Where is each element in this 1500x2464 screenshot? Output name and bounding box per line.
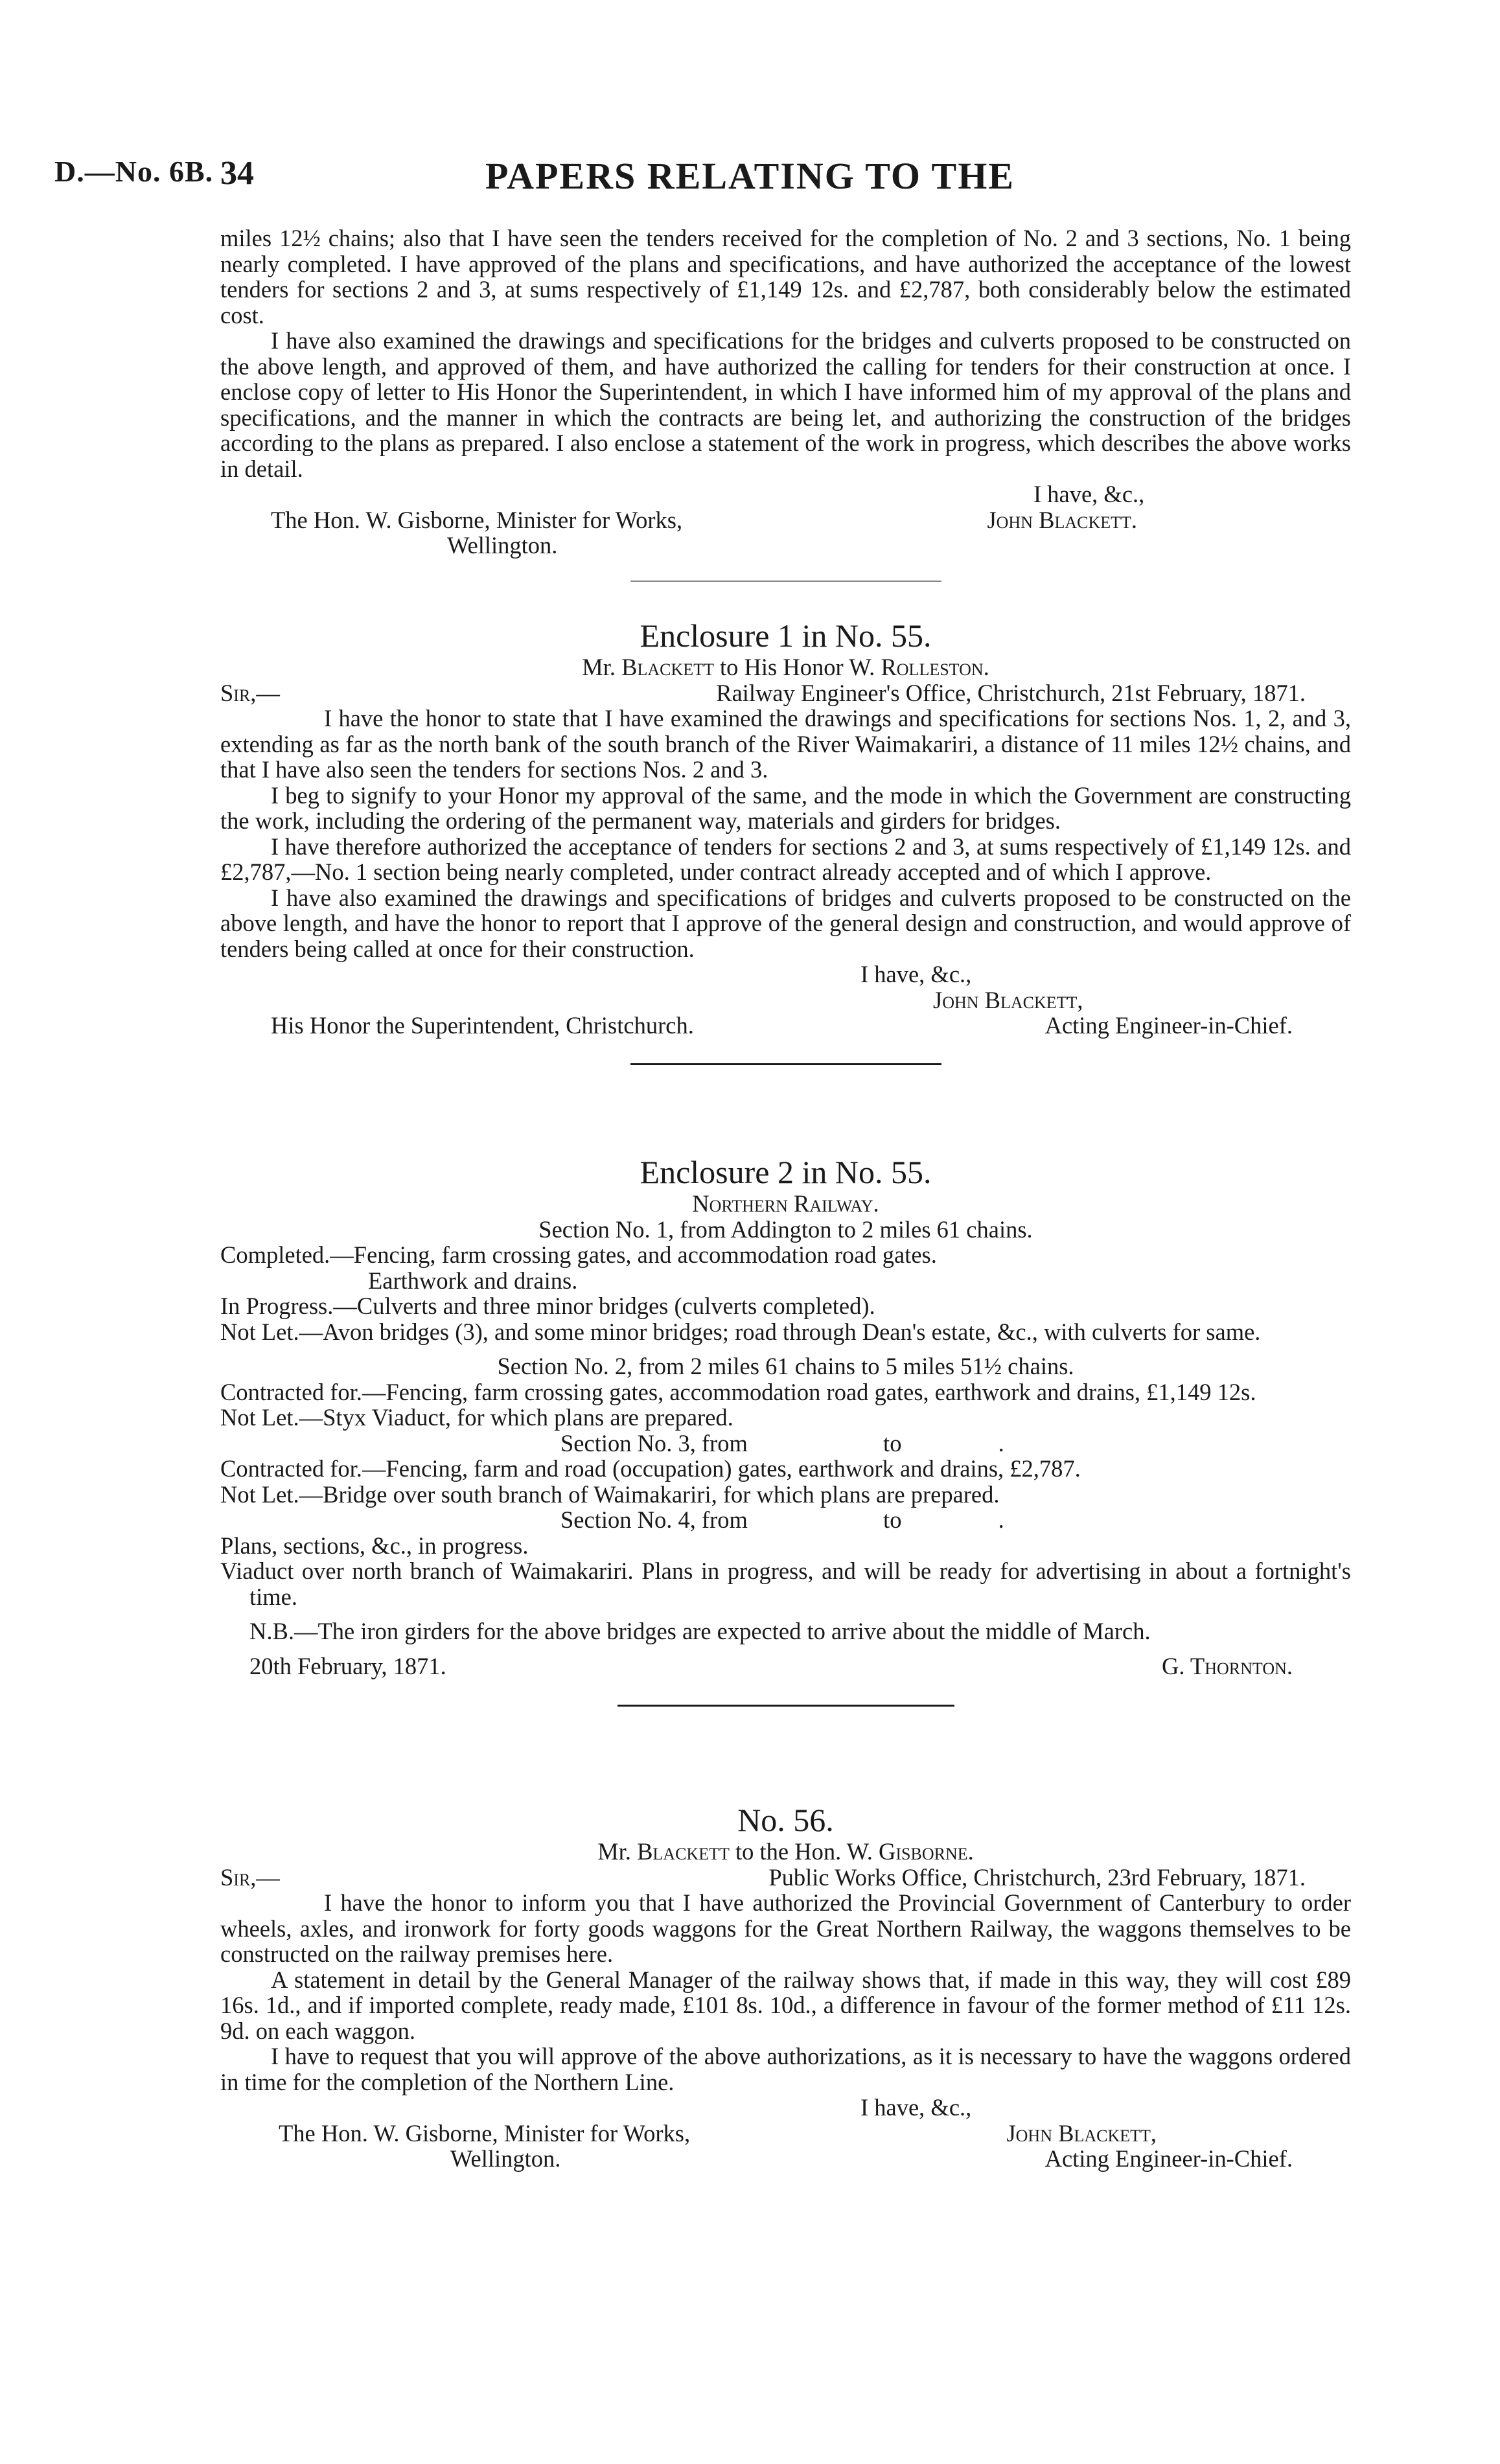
section-1-not-let: Not Let.—Avon bridges (3), and some minor bridges; road through Dean's estate, &c., with culverts for same. xyxy=(220,1318,1261,1345)
section-divider xyxy=(630,1063,941,1065)
top-letter-closing: I have, &c., xyxy=(1033,481,1145,507)
subheading-from: Blackett xyxy=(621,654,714,680)
subheading-to: Gisborne. xyxy=(879,1838,974,1865)
enclosure-1-paragraph-1: I have the honor to state that I have examined the drawings and specifications for sections Nos. 1, 2, and 3, extending as far as the north bank of the south branch of the River Waimakariri, a distance of 11 miles 12½ chains, and that I have also seen the tenders for sections Nos. 2 and 3. xyxy=(220,705,1351,783)
section-3-title-from: Section No. 3, from xyxy=(560,1429,748,1457)
no-56-paragraph-3: I have to request that you will approve of the above authorizations, as it is necessary to have the waggons ordered in time for the completion of the Northern Line. xyxy=(220,2043,1351,2095)
enclosure-1-paragraph-4: I have also examined the drawings and specifications of bridges and culverts proposed to be constructed on the above length, and have the honor to report that I approve of the general design and construction, and would approve of tenders being called at once for their construction. xyxy=(220,884,1351,962)
section-2-contracted: Contracted for.—Fencing, farm crossing gates, accommodation road gates, earthwork and drains, £1,149 12s. xyxy=(220,1378,1256,1405)
enclosure-1-closing: I have, &c., xyxy=(860,961,972,987)
salutation: Sir,— xyxy=(220,1863,280,1891)
enclosure-2-subheading: Northern Railway. xyxy=(692,1190,879,1217)
section-3-title xyxy=(220,1431,1351,1457)
no-56-signature-row xyxy=(220,2121,1351,2147)
enclosure-1-signature-row xyxy=(220,1013,1351,1039)
enclosure-2-heading: Enclosure 2 in No. 55. xyxy=(640,1154,932,1190)
section-divider xyxy=(617,1705,954,1707)
section-divider xyxy=(630,581,941,582)
section-4-viaduct: Viaduct over north branch of Waimakariri. Plans in progress, and will be ready for advertising in about a fortnight's time. xyxy=(220,1558,1351,1610)
section-3-not-let: Not Let.—Bridge over south branch of Waimakariri, for which plans are prepared. xyxy=(220,1480,1000,1508)
section-2-title: Section No. 2, from 2 miles 61 chains to 5 miles 51½ chains. xyxy=(497,1353,1074,1379)
subheading-prefix: Mr. xyxy=(582,654,616,680)
section-4-title-from: Section No. 4, from xyxy=(560,1506,748,1533)
no-56-recipient: The Hon. W. Gisborne, Minister for Works, xyxy=(279,2119,691,2147)
subheading-mid: to His Honor W. xyxy=(720,654,875,680)
dateline: Public Works Office, Christchurch, 23rd February, 1871. xyxy=(768,1863,1306,1891)
enclosure-2-date: 20th February, 1871. xyxy=(249,1652,446,1679)
top-letter-place: Wellington. xyxy=(447,532,558,558)
no-56-paragraph-2: A statement in detail by the General Manager of the railway shows that, if made in this way, they will cost £89 16s. 1d., and if imported complete, ready made, £101 8s. 10d., a difference in favour of the former method of £11 12s. 9d. on each waggon. xyxy=(220,1966,1351,2044)
subheading-to: Rolleston. xyxy=(881,654,989,680)
enclosure-1-recipient: His Honor the Superintendent, Christchurch. xyxy=(271,1012,694,1039)
running-title: PAPERS RELATING TO THE xyxy=(485,155,1015,197)
section-4-plans: Plans, sections, &c., in progress. xyxy=(220,1532,529,1559)
enclosure-1-signer-title: Acting Engineer-in-Chief. xyxy=(1044,1012,1293,1039)
top-letter-signer: John Blackett. xyxy=(987,506,1137,533)
section-1-in-progress: In Progress.—Culverts and three minor bridges (culverts completed). xyxy=(220,1293,875,1319)
enclosure-1-paragraph-3: I have therefore authorized the acceptance of tenders for sections 2 and 3, at sums respectively of £1,149 12s. and £2,787,—No. 1 section being nearly completed, under contract already accepted and of which I approve. xyxy=(220,833,1351,885)
no-56-dateline-row xyxy=(220,1865,1351,1891)
top-letter-recipient: The Hon. W. Gisborne, Minister for Works, xyxy=(271,506,683,533)
subheading-from: Blackett xyxy=(637,1838,730,1865)
top-letter xyxy=(220,225,1351,582)
enclosure-1 xyxy=(220,617,1351,1065)
enclosure-1-subheading xyxy=(220,654,1351,680)
section-1-completed: Completed.—Fencing, farm crossing gates, and accommodation road gates. xyxy=(220,1241,937,1268)
salutation: Sir,— xyxy=(220,679,280,706)
top-letter-paragraph-2: I have also examined the drawings and specifications for the bridges and culverts proposed to be constructed on the above length, and approved of them, and have authorized the calling for tenders for their construction at once. I enclose copy of letter to His Honor the Superintendent, in which I have informed him of my approval of the plans and specifications, and the manner in which the contracts are being let, and authorizing the construction of the bridges according to the plans as prepared. I also enclose a statement of the work in progress, which describes the above works in detail. xyxy=(220,327,1351,482)
subheading-mid: to the Hon. W. xyxy=(735,1838,873,1865)
section-3-title-end: . xyxy=(998,1429,1004,1457)
top-letter-signature-row xyxy=(220,507,1351,533)
document-reference: D.—No. 6B. xyxy=(54,155,214,188)
section-3-contracted: Contracted for.—Fencing, farm and road (occupation) gates, earthwork and drains, £2,787. xyxy=(220,1455,1081,1482)
section-1-completed-cont: Earthwork and drains. xyxy=(368,1267,578,1294)
no-56-place-row xyxy=(220,2146,1351,2172)
no-56-subheading xyxy=(220,1839,1351,1865)
page-number: 34 xyxy=(220,155,254,192)
top-letter-closing-row xyxy=(220,481,1351,507)
enclosure-2-note: N.B.—The iron girders for the above bridges are expected to arrive about the middle of March. xyxy=(249,1618,1151,1644)
section-3-title-to: to xyxy=(883,1429,902,1457)
no-56-signer-title: Acting Engineer-in-Chief. xyxy=(1044,2145,1293,2172)
enclosure-1-paragraph-2: I beg to signify to your Honor my approval of the same, and the mode in which the Government are constructing the work, including the ordering of the permanent way, materials and girders for bridges. xyxy=(220,781,1351,834)
section-2-not-let: Not Let.—Styx Viaduct, for which plans are prepared. xyxy=(220,1404,733,1431)
section-4-title-end: . xyxy=(998,1506,1004,1533)
no-56-closing: I have, &c., xyxy=(860,2094,972,2121)
top-letter-paragraph-1: miles 12½ chains; also that I have seen the tenders received for the completion of No. 2 and 3 sections, No. 1 being nearly completed. I have approved of the plans and specifications, and have authorized the acceptance of the lowest tenders for sections 2 and 3, at sums respectively of £1,149 12s. and £2,787, both considerably below the estimated cost. xyxy=(220,225,1351,328)
enclosure-2 xyxy=(220,1153,1351,1707)
enclosure-2-signature-row xyxy=(220,1653,1351,1679)
enclosure-1-dateline-row xyxy=(220,680,1351,706)
enclosure-2-signer: G. Thornton. xyxy=(1161,1652,1293,1679)
dateline: Railway Engineer's Office, Christchurch, 21st February, 1871. xyxy=(716,679,1306,706)
no-56-signer: John Blackett, xyxy=(1006,2119,1157,2147)
section-1-title: Section No. 1, from Addington to 2 miles 61 chains. xyxy=(538,1215,1033,1243)
no-56-paragraph-1: I have the honor to inform you that I have authorized the Provincial Government of Canterbury to order wheels, axles, and ironwork for forty goods waggons for the Great Northern Railway, the waggons themselves to be constructed on the railway premises here. xyxy=(220,1889,1351,1967)
letter-no-56 xyxy=(220,1801,1351,2172)
section-4-title xyxy=(220,1507,1351,1533)
enclosure-1-signer: John Blackett, xyxy=(933,986,1083,1013)
enclosure-1-heading: Enclosure 1 in No. 55. xyxy=(640,617,932,654)
section-4-title-to: to xyxy=(883,1506,902,1533)
no-56-heading: No. 56. xyxy=(737,1802,834,1838)
no-56-place: Wellington. xyxy=(450,2145,561,2172)
subheading-prefix: Mr. xyxy=(597,1838,631,1865)
